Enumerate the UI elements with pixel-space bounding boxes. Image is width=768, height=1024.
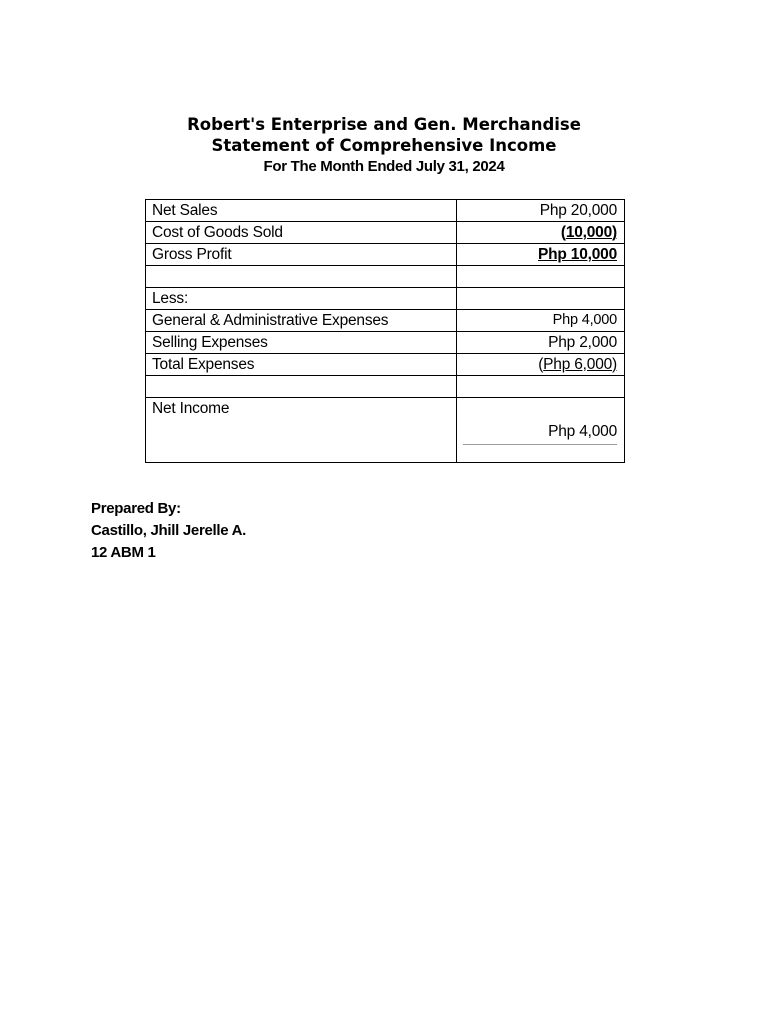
cogs-amount-cell	[457, 222, 625, 244]
net-sales-amount: Php 20,000	[457, 200, 625, 222]
blank-cell	[457, 266, 625, 288]
selling-label: Selling Expenses	[146, 332, 457, 354]
company-name: Robert's Enterprise and Gen. Merchandise	[187, 115, 581, 134]
net-income-cell	[457, 398, 625, 463]
total-expenses-open-paren: (	[538, 356, 544, 373]
gen-admin-amount: Php 4,000	[457, 310, 625, 332]
net-income-amount: Php 4,000	[463, 422, 617, 445]
table-row	[146, 266, 625, 288]
table-row	[146, 332, 625, 354]
gross-profit-amount: Php 10,000	[538, 246, 617, 263]
table-row	[146, 354, 625, 376]
cogs-close-paren: )	[612, 224, 617, 241]
blank-cell	[457, 288, 625, 310]
total-expenses-close-paren: )	[612, 356, 617, 373]
statement-title: Statement of Comprehensive Income	[211, 136, 557, 155]
income-statement-table	[145, 199, 625, 463]
cogs-label: Cost of Goods Sold	[146, 222, 457, 244]
cogs-amount: 10,000	[565, 224, 613, 241]
table-row	[146, 398, 625, 463]
table-row	[146, 310, 625, 332]
table-row	[146, 288, 625, 310]
net-income-label: Net Income	[146, 398, 457, 463]
gen-admin-label: General & Administrative Expenses	[146, 310, 457, 332]
selling-amount: Php 2,000	[457, 332, 625, 354]
less-label: Less:	[146, 288, 457, 310]
preparer-name: Castillo, Jhill Jerelle A.	[91, 522, 247, 539]
blank-cell	[146, 376, 457, 398]
total-expenses-amount: Php 6,000	[543, 356, 613, 373]
total-expenses-label: Total Expenses	[146, 354, 457, 376]
gross-profit-amount-cell	[457, 244, 625, 266]
prepared-by-block	[91, 498, 246, 564]
blank-cell	[146, 266, 457, 288]
prepared-by-label: Prepared By:	[91, 500, 181, 517]
statement-period: For The Month Ended July 31, 2024	[263, 158, 505, 175]
blank-cell	[457, 376, 625, 398]
table-row	[146, 376, 625, 398]
table-row	[146, 222, 625, 244]
table-row	[146, 200, 625, 222]
total-expenses-amount-cell	[457, 354, 625, 376]
cogs-open-paren: (	[560, 224, 566, 241]
gross-profit-label: Gross Profit	[146, 244, 457, 266]
net-sales-label: Net Sales	[146, 200, 457, 222]
statement-header	[0, 114, 768, 178]
preparer-section: 12 ABM 1	[91, 544, 156, 561]
table-row	[146, 244, 625, 266]
